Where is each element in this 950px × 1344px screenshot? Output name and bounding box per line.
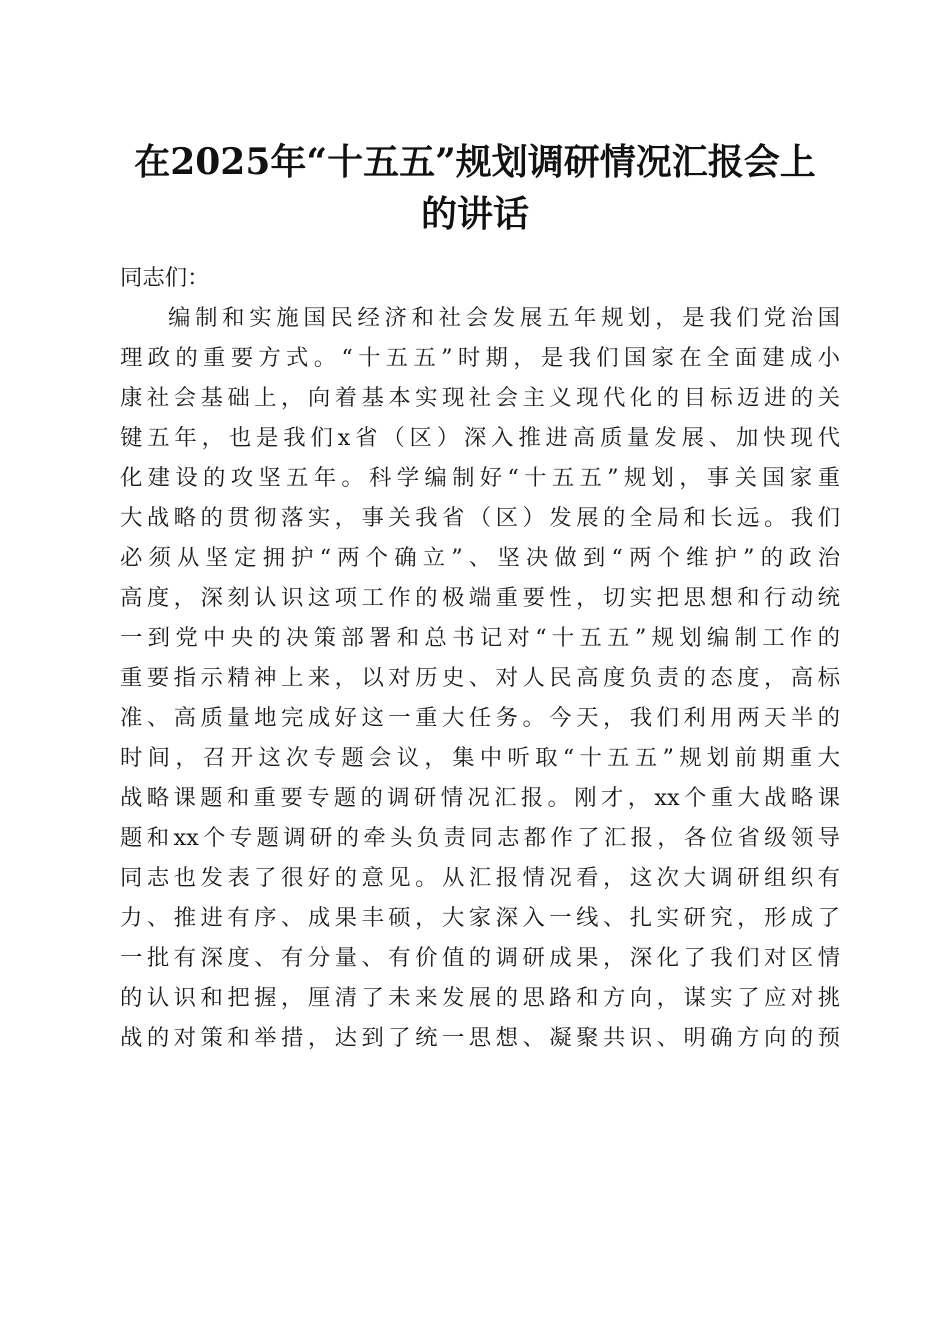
paragraph-line: 同志也发表了很好的意见。从汇报情况看，这次大调研组织有 <box>120 865 840 891</box>
paragraph-line: 键五年，也是我们x省（区）深入推进高质量发展、加快现代 <box>120 425 840 451</box>
paragraph-line: 高度，深刻认识这项工作的极端重要性，切实把思想和行动统 <box>120 585 840 611</box>
paragraph-line: 重要指示精神上来，以对历史、对人民高度负责的态度，高标 <box>120 665 840 691</box>
paragraph-line: 一到党中央的决策部署和总书记对“十五五”规划编制工作的 <box>120 625 840 651</box>
paragraph-line: 时间，召开这次专题会议，集中听取“十五五”规划前期重大 <box>120 745 840 771</box>
paragraph-line: 编制和实施国民经济和社会发展五年规划，是我们党治国 <box>168 305 840 331</box>
title-line-2: 的讲话 <box>420 193 529 235</box>
paragraph-line: 准、高质量地完成好这一重大任务。今天，我们利用两天半的 <box>120 705 840 731</box>
paragraph-line: 战略课题和重要专题的调研情况汇报。刚才，xx个重大战略课 <box>120 785 840 811</box>
speech-body <box>120 258 840 1058</box>
paragraph-line: 康社会基础上，向着基本实现社会主义现代化的目标迈进的关 <box>120 385 840 411</box>
paragraph-line: 题和xx个专题调研的牵头负责同志都作了汇报，各位省级领导 <box>120 825 840 851</box>
paragraph-line: 必须从坚定拥护“两个确立”、坚决做到“两个维护”的政治 <box>120 545 840 571</box>
paragraph-line: 一批有深度、有分量、有价值的调研成果，深化了我们对区情 <box>120 945 840 971</box>
paragraph-line: 战的对策和举措，达到了统一思想、凝聚共识、明确方向的预 <box>120 1025 840 1051</box>
salutation: 同志们： <box>120 265 210 291</box>
paragraph-line: 大战略的贯彻落实，事关我省（区）发展的全局和长远。我们 <box>120 505 840 531</box>
title-line-1: 在2025年“十五五”规划调研情况汇报会上 <box>134 141 816 183</box>
paragraph-line: 的认识和把握，厘清了未来发展的思路和方向，谋实了应对挑 <box>120 985 840 1011</box>
paragraph-line: 理政的重要方式。“十五五”时期，是我们国家在全面建成小 <box>120 345 840 371</box>
paragraph-line: 力、推进有序、成果丰硕，大家深入一线、扎实研究，形成了 <box>120 905 840 931</box>
page-title <box>110 136 840 240</box>
paragraph-line: 化建设的攻坚五年。科学编制好“十五五”规划，事关国家重 <box>120 465 840 491</box>
paragraph <box>120 298 840 1058</box>
